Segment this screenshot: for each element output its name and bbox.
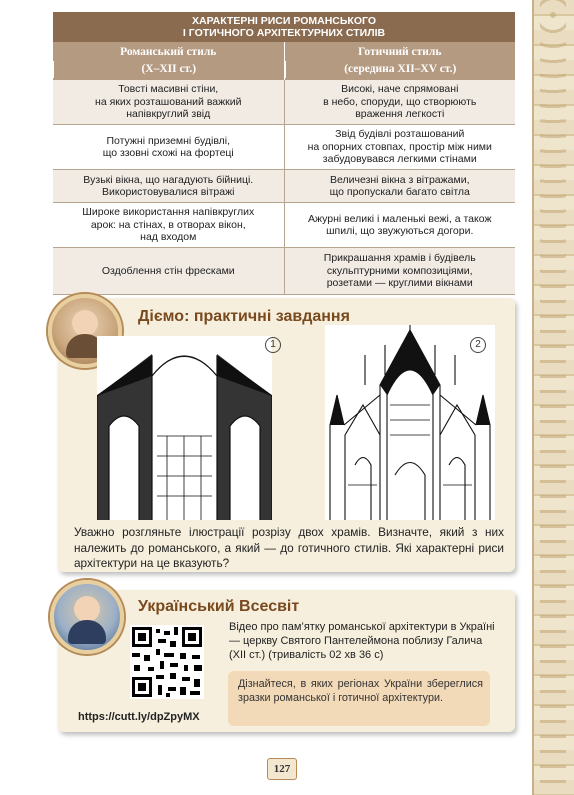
gothic-section-image	[325, 325, 495, 520]
decorative-border	[532, 0, 574, 795]
illustration-number-1: 1	[265, 337, 281, 353]
video-link[interactable]: https://cutt.ly/dpZpyMX	[78, 711, 200, 723]
cell-line: Оздоблення стін фресками	[101, 264, 235, 277]
cell-gothic	[284, 170, 516, 203]
table-column-headers	[53, 42, 515, 80]
cell-line: Вузькі вікна, що нагадують бійниці.	[83, 173, 254, 186]
cell-line: на опорних стовпах, простір між ними	[307, 140, 492, 153]
cell-line: що ззовні схожі на фортеці	[102, 147, 234, 159]
cell-gothic	[284, 203, 516, 248]
cell-romanesque	[53, 203, 284, 248]
table-body	[53, 80, 515, 295]
cell-line: арок: на стінах, в отворах вікон,	[90, 218, 246, 231]
romanesque-section-image	[97, 336, 272, 520]
cell-romanesque	[53, 170, 284, 203]
cell-line: забудовувався легкими стінами	[322, 153, 477, 166]
cell-line: Величезні вікна з вітражами,	[330, 173, 470, 186]
practice-title: Діємо: практичні завдання	[138, 308, 350, 325]
cell-line: Потужні приземні будівлі,	[106, 134, 231, 147]
illustration-number-2: 2	[470, 337, 486, 353]
cell-line: Ажурні великі і маленькі вежі, а також	[308, 212, 492, 225]
cell-line: шпилі, що звужуються догори.	[326, 225, 474, 237]
cell-line: враження легкості	[355, 108, 445, 121]
qr-code-icon[interactable]	[130, 625, 204, 699]
cell-romanesque	[53, 248, 284, 295]
table-row	[53, 170, 515, 203]
page-number: 127	[267, 758, 297, 780]
cell-line: Широке використання напівкруглих	[82, 206, 255, 219]
cell-romanesque	[53, 125, 284, 170]
styles-table	[53, 12, 515, 295]
cell-line: Використовувалися вітражі	[102, 186, 235, 198]
ukrainian-universe-avatar-icon	[50, 580, 124, 654]
cell-line: над входом	[140, 231, 197, 244]
task-text: Уважно розгляньте ілюстрації розрізу двох храмів. Визначте, який з них належить до романського, а який — до готичного стилів. Які характерні риси архітектури на це вказують?	[74, 525, 504, 570]
cell-line: Високі, наче спрямовані	[341, 83, 459, 96]
cell-line: скульптурними композиціями,	[326, 264, 473, 277]
table-row	[53, 80, 515, 125]
cell-line: Звід будівлі розташований	[335, 128, 465, 141]
task-note-text: Дізнайтеся, в яких регіонах України збереглися зразки романської і готичної архітектури.	[238, 678, 483, 704]
cell-romanesque	[53, 80, 284, 125]
universe-title: Український Всесвіт	[138, 598, 300, 615]
cell-line: розетами — круглими вікнами	[326, 277, 473, 290]
cell-line: в небо, споруди, що створюють	[323, 95, 477, 108]
cell-gothic	[284, 80, 516, 125]
table-row	[53, 125, 515, 170]
table-title: ХАРАКТЕРНІ РИСИ РОМАНСЬКОГО І ГОТИЧНОГО АРХІТЕКТУРНИХ СТИЛІВ	[53, 12, 515, 42]
cell-line: Прикрашання храмів і будівель	[323, 252, 476, 265]
cell-gothic	[284, 125, 516, 170]
cell-line: Товсті масивні стіни,	[118, 83, 219, 96]
column-header-gothic: Готичний стиль (середина XII–XV ст.)	[284, 42, 516, 80]
table-row	[53, 248, 515, 295]
column-header-romanesque: Романський стиль (X–XII ст.)	[53, 42, 284, 80]
video-description: Відео про пам’ятку романської архітектури в Україні — церкву Святого Пантелеймона поблизу Галича (XII ст.) (тривалість 02 хв 36 с)	[229, 621, 495, 661]
cell-line: що пропускали багато світла	[329, 186, 470, 198]
cell-gothic	[284, 248, 516, 295]
table-row	[53, 203, 515, 248]
cell-line: на яких розташований важкий	[95, 95, 242, 108]
cell-line: напівкруглий звід	[126, 108, 211, 121]
